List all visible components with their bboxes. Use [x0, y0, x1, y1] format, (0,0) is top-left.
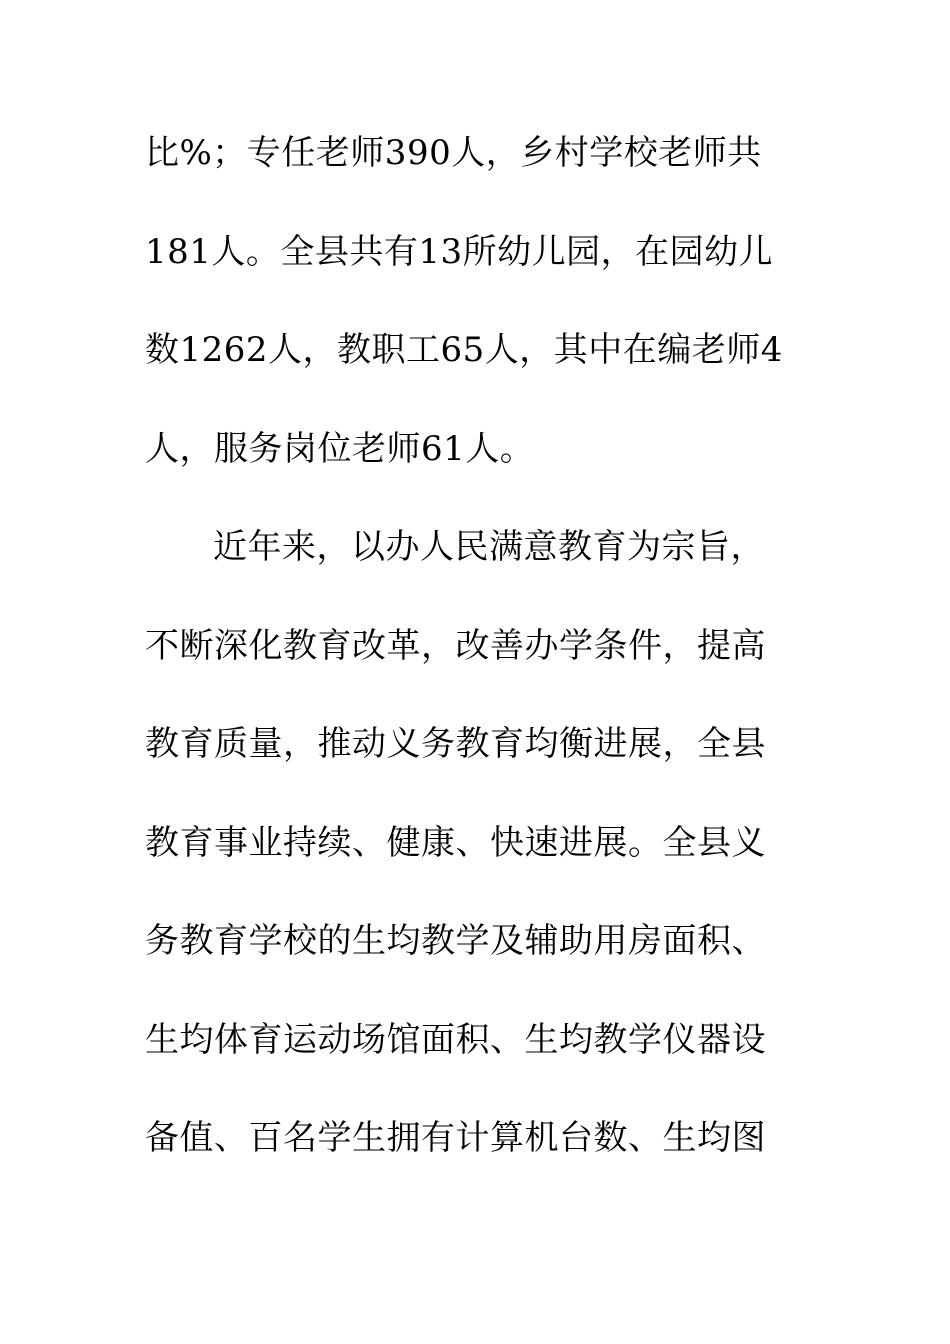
text-line: 人，服务岗位老师61人。: [145, 428, 535, 469]
body-text: [145, 120, 825, 1204]
text-line: 备值、百名学生拥有计算机台数、生均图: [145, 1118, 766, 1158]
text-line: 数1262人，教职工65人，其中在编老师4: [145, 330, 783, 370]
text-line: 比%；专任老师390人，乡村学校老师共: [145, 133, 762, 173]
text-line: 教育质量，推动义务教育均衡进展，全县: [145, 724, 766, 764]
text-line: 务教育学校的生均教学及辅助用房面积、: [145, 921, 766, 961]
paragraph-first-line: 近年来，以办人民满意教育为宗旨，: [213, 527, 765, 567]
text-line: 教育事业持续、健康、快速进展。全县义: [145, 822, 766, 863]
text-line: 生均体育运动场馆面积、生均教学仪器设: [145, 1019, 766, 1060]
text-line: 181人。全县共有13所幼儿园，在园幼儿: [145, 231, 774, 272]
text-line: 不断深化教育改革，改善办学条件，提高: [145, 625, 766, 666]
